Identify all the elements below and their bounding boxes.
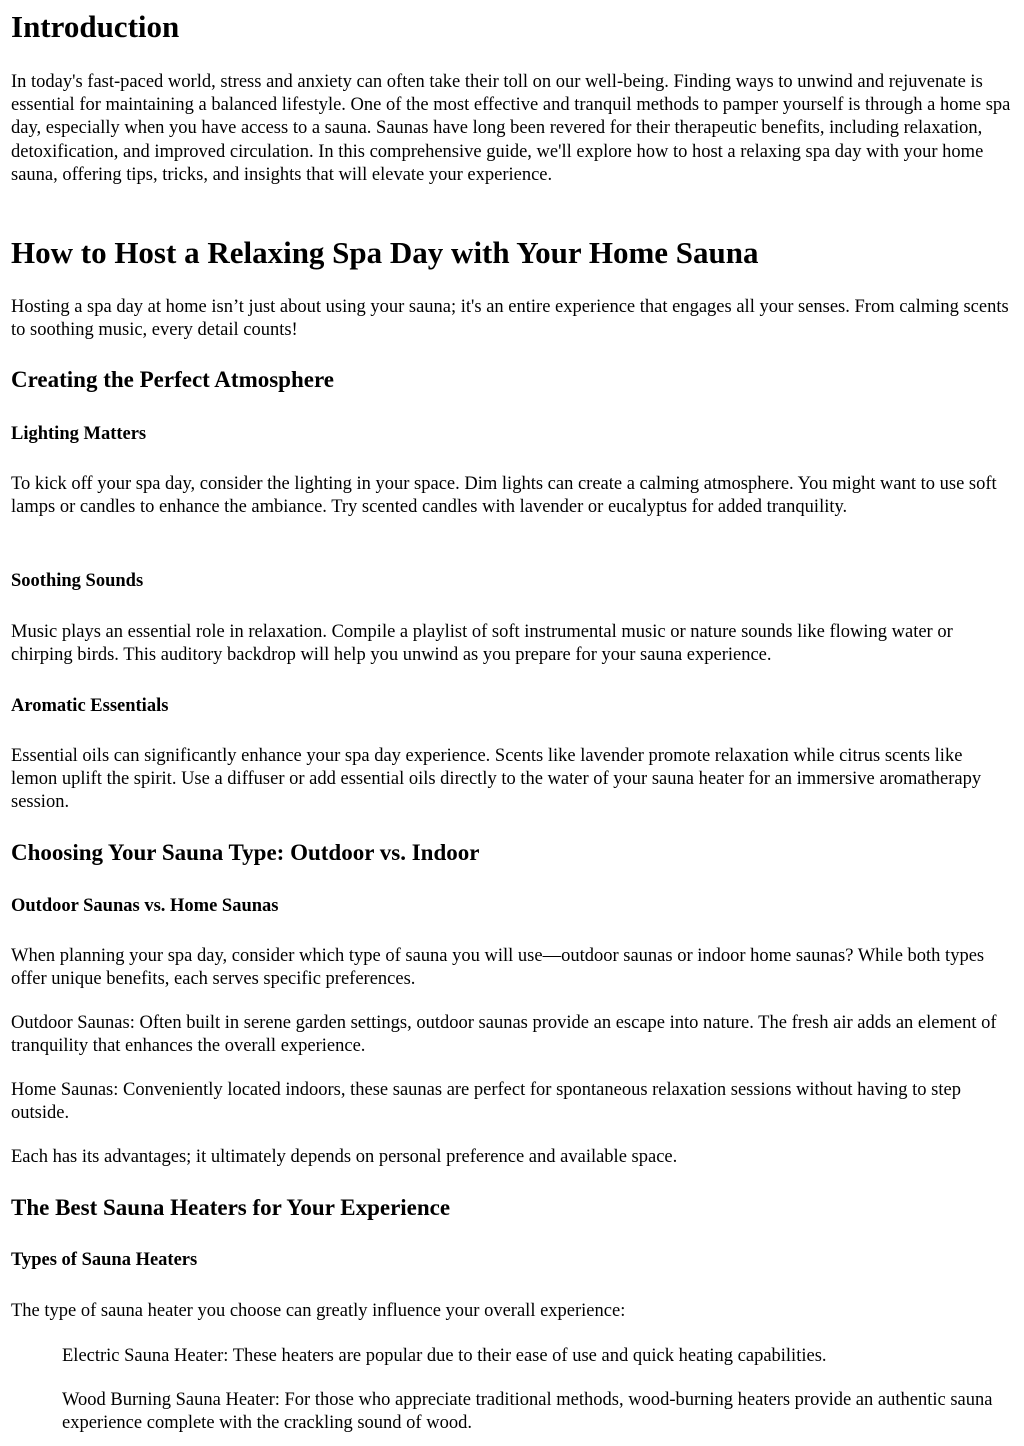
main-heading: How to Host a Relaxing Spa Day with Your Home Sauna bbox=[11, 235, 759, 270]
heater-item-electric: Electric Sauna Heater: These heaters are popular due to their ease of use and quick heating capabilities. bbox=[62, 1346, 827, 1366]
heater-item-wood-burning: Wood Burning Sauna Heater: For those who appreciate traditional methods, wood-burning heaters provide an authentic sauna experience complete with the crackling sound of wood. bbox=[62, 1390, 993, 1434]
sounds-heading: Soothing Sounds bbox=[11, 571, 144, 591]
heaters-heading: The Best Sauna Heaters for Your Experience bbox=[11, 1195, 451, 1220]
sauna-type-heading: Choosing Your Sauna Type: Outdoor vs. Indoor bbox=[11, 840, 480, 865]
sauna-type-paragraph-4: Each has its advantages; it ultimately depends on personal preference and available space. bbox=[11, 1147, 678, 1167]
heaters-paragraph: The type of sauna heater you choose can greatly influence your overall experience: bbox=[11, 1301, 626, 1321]
aroma-heading: Aromatic Essentials bbox=[11, 696, 169, 716]
intro-paragraph: In today's fast-paced world, stress and anxiety can often take their toll on our well-being. Finding ways to unwind and rejuvenate is essential for maintaining a balanced lifestyle. One of the most effective and tranquil methods to pamper yourself is through a home spa day, especially when you have access to a sauna. Saunas have long been revered for their therapeutic benefits, including relaxation, detoxification, and improved circulation. In this comprehensive guide, we'll explore how to host a relaxing spa day with your home sauna, offering tips, tricks, and insights that will elevate your experience. bbox=[11, 72, 1011, 185]
atmosphere-heading: Creating the Perfect Atmosphere bbox=[11, 367, 334, 392]
sauna-type-paragraph-1: When planning your spa day, consider which type of sauna you will use—outdoor saunas or indoor home saunas? While both types offer unique benefits, each serves specific preferences. bbox=[11, 946, 985, 990]
main-paragraph: Hosting a spa day at home isn’t just about using your sauna; it's an entire experience that engages all your senses. From calming scents to soothing music, every detail counts! bbox=[11, 297, 1009, 341]
sauna-type-paragraph-2: Outdoor Saunas: Often built in serene garden settings, outdoor saunas provide an escape into nature. The fresh air adds an element of tranquility that enhances the overall experience. bbox=[11, 1013, 997, 1057]
sounds-paragraph: Music plays an essential role in relaxation. Compile a playlist of soft instrumental music or nature sounds like flowing water or chirping birds. This auditory backdrop will help you unwind as you prepare for your sauna experience. bbox=[11, 622, 953, 666]
heaters-subheading: Types of Sauna Heaters bbox=[11, 1250, 198, 1270]
aroma-paragraph: Essential oils can significantly enhance your spa day experience. Scents like lavender promote relaxation while citrus scents like lemon uplift the spirit. Use a diffuser or add essential oils directly to the water of your sauna heater for an immersive aromatherapy session. bbox=[11, 746, 982, 813]
lighting-heading: Lighting Matters bbox=[11, 424, 147, 444]
lighting-paragraph: To kick off your spa day, consider the lighting in your space. Dim lights can create a calming atmosphere. You might want to use soft lamps or candles to enhance the ambiance. Try scented candles with lavender or eucalyptus for added tranquility. bbox=[11, 474, 997, 518]
intro-heading: Introduction bbox=[11, 9, 180, 44]
sauna-type-subheading: Outdoor Saunas vs. Home Saunas bbox=[11, 896, 279, 916]
sauna-type-paragraph-3: Home Saunas: Conveniently located indoors, these saunas are perfect for spontaneous relaxation sessions without having to step outside. bbox=[11, 1080, 961, 1124]
